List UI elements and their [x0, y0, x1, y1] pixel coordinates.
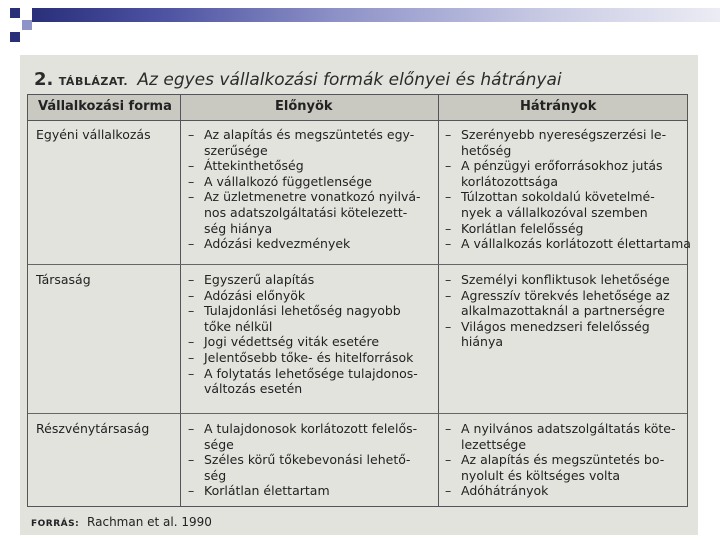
- disadvantage-line: [445, 158, 691, 174]
- line-text: A vállalkozó függetlensége: [204, 173, 372, 189]
- dash-bullet: –: [445, 236, 452, 252]
- dash-bullet: –: [445, 483, 452, 499]
- advantage-line: [188, 366, 418, 382]
- dash-bullet: –: [445, 287, 452, 303]
- disadvantage-line: [445, 221, 691, 237]
- disadvantage-line: [445, 437, 675, 453]
- line-text: Korlátlan felelősség: [461, 220, 584, 236]
- dash-bullet: [188, 468, 204, 484]
- line-text: korlátozottsága: [461, 173, 559, 189]
- line-text: ség: [204, 467, 227, 483]
- dash-bullet: [188, 143, 204, 159]
- column-divider-2: [438, 95, 439, 506]
- dash-bullet: –: [188, 483, 195, 499]
- line-text: Adózási előnyök: [204, 287, 306, 303]
- dash-bullet: [445, 437, 461, 453]
- line-text: nyek a vállalkozóval szemben: [461, 204, 648, 220]
- disadvantage-line: [445, 483, 675, 499]
- row-divider-1: [28, 264, 687, 265]
- line-text: Tulajdonlási lehetőség nagyobb: [204, 303, 401, 319]
- dash-bullet: –: [445, 189, 452, 205]
- dash-bullet: [188, 381, 204, 397]
- advantage-line: [188, 205, 421, 221]
- line-text: ség hiánya: [204, 220, 273, 236]
- disadvantage-line: [445, 143, 691, 159]
- advantage-line: [188, 483, 417, 499]
- decorative-square-1: [10, 8, 20, 18]
- advantage-line: [188, 221, 421, 237]
- disadvantage-line: [445, 421, 675, 437]
- line-text: Agresszív törekvés lehetősége az: [461, 287, 670, 303]
- line-text: szerűsége: [204, 142, 268, 158]
- header-form: Vállalkozási forma: [38, 99, 172, 114]
- advantage-line: [188, 319, 418, 335]
- dash-bullet: [445, 303, 461, 319]
- row-egyeni-disadvantages: [445, 127, 691, 252]
- line-text: alkalmazottaknál a partnerségre: [461, 303, 665, 319]
- line-text: Széles körű tőkebevonási lehető-: [204, 452, 411, 468]
- dash-bullet: –: [445, 220, 452, 236]
- header-advantages: Előnyök: [275, 99, 333, 114]
- dash-bullet: [445, 205, 461, 221]
- line-text: sége: [204, 436, 234, 452]
- line-text: tőke nélkül: [204, 318, 273, 334]
- advantage-line: [188, 350, 418, 366]
- column-divider-1: [180, 95, 181, 506]
- header-disadvantages: Hátrányok: [520, 99, 597, 114]
- disadvantage-line: [445, 205, 691, 221]
- line-text: Adózási kedvezmények: [204, 236, 351, 252]
- dash-bullet: –: [188, 287, 195, 303]
- line-text: Korlátlan élettartam: [204, 483, 330, 499]
- dash-bullet: [188, 205, 204, 221]
- advantage-line: [188, 143, 421, 159]
- dash-bullet: –: [445, 421, 452, 436]
- disadvantage-line: [445, 334, 670, 350]
- line-text: lezettsége: [461, 436, 527, 452]
- line-text: Jogi védettség viták esetére: [204, 334, 380, 350]
- disadvantage-line: [445, 272, 670, 288]
- disadvantage-line: [445, 303, 670, 319]
- dash-bullet: [445, 468, 461, 484]
- caption-number: 2.: [34, 69, 54, 90]
- line-text: Egyszerű alapítás: [204, 272, 315, 287]
- line-text: Az alapítás és megszüntetés egy-: [204, 127, 415, 142]
- dash-bullet: –: [188, 236, 195, 252]
- row-form-tarsasag: Társaság: [36, 272, 91, 287]
- advantage-line: [188, 158, 421, 174]
- line-text: Az alapítás és megszüntetés bo-: [461, 452, 665, 468]
- dash-bullet: –: [188, 452, 195, 468]
- dash-bullet: –: [445, 452, 452, 468]
- line-text: hiánya: [461, 334, 504, 350]
- advantage-line: [188, 421, 417, 437]
- dash-bullet: [188, 319, 204, 335]
- dash-bullet: –: [188, 349, 195, 365]
- advantage-line: [188, 236, 421, 252]
- caption-title: Az egyes vállalkozási formák előnyei és hátrányai: [137, 70, 562, 90]
- advantage-line: [188, 468, 417, 484]
- row-tarsasag-advantages: [188, 272, 418, 397]
- decorative-square-2: [22, 20, 32, 30]
- disadvantage-line: [445, 452, 675, 468]
- source-text: Rachman et al. 1990: [87, 515, 212, 529]
- row-form-egyeni: Egyéni vállalkozás: [36, 127, 151, 142]
- dash-bullet: –: [188, 334, 195, 350]
- line-text: A pénzügyi erőforrásokhoz jutás: [461, 158, 663, 174]
- line-text: Adóhátrányok: [461, 483, 549, 499]
- disadvantage-line: [445, 319, 670, 335]
- dash-bullet: –: [188, 173, 195, 189]
- dash-bullet: –: [445, 127, 452, 142]
- line-text: A vállalkozás korlátozott élettartama: [461, 236, 691, 252]
- table-caption: [34, 69, 562, 90]
- advantage-line: [188, 272, 418, 288]
- scanned-table-page: [20, 55, 698, 535]
- caption-label: TÁBLÁZAT.: [58, 75, 128, 88]
- advantage-line: [188, 127, 421, 143]
- line-text: Az üzletmenetre vonatkozó nyilvá-: [204, 189, 421, 205]
- dash-bullet: [188, 221, 204, 237]
- line-text: Szerényebb nyereségszerzési le-: [461, 127, 667, 142]
- line-text: Világos menedzseri felelősség: [461, 318, 650, 334]
- dash-bullet: –: [188, 189, 195, 205]
- table-header-row: [28, 95, 687, 121]
- disadvantage-line: [445, 288, 670, 304]
- row-reszvenytarsasag-disadvantages: [445, 421, 675, 499]
- line-text: A folytatás lehetősége tulajdonos-: [204, 365, 418, 381]
- advantage-line: [188, 452, 417, 468]
- dash-bullet: –: [188, 303, 195, 319]
- row-egyeni-advantages: [188, 127, 421, 252]
- disadvantage-line: [445, 127, 691, 143]
- advantage-line: [188, 189, 421, 205]
- advantage-line: [188, 381, 418, 397]
- advantage-line: [188, 334, 418, 350]
- line-text: A nyilvános adatszolgáltatás köte-: [461, 421, 676, 436]
- dash-bullet: –: [445, 158, 452, 174]
- table-source: [31, 515, 212, 529]
- line-text: Túlzottan sokoldalú követelmé-: [461, 189, 655, 205]
- dash-bullet: –: [188, 365, 195, 381]
- line-text: hetőség: [461, 142, 512, 158]
- advantage-line: [188, 174, 421, 190]
- advantage-line: [188, 303, 418, 319]
- disadvantage-line: [445, 236, 691, 252]
- dash-bullet: [445, 143, 461, 159]
- title-gradient-bar: [32, 8, 720, 22]
- row-tarsasag-disadvantages: [445, 272, 670, 350]
- disadvantage-line: [445, 468, 675, 484]
- line-text: Személyi konfliktusok lehetősége: [461, 272, 670, 287]
- row-reszvenytarsasag-advantages: [188, 421, 417, 499]
- dash-bullet: –: [188, 272, 195, 287]
- dash-bullet: –: [188, 158, 195, 174]
- line-text: nyolult és költséges volta: [461, 467, 621, 483]
- disadvantage-line: [445, 189, 691, 205]
- line-text: nos adatszolgáltatási kötelezett-: [204, 204, 408, 220]
- row-form-reszvenytarsasag: Részvénytársaság: [36, 421, 150, 436]
- advantage-line: [188, 288, 418, 304]
- dash-bullet: –: [188, 421, 195, 436]
- dash-bullet: –: [188, 127, 195, 142]
- advantage-line: [188, 437, 417, 453]
- line-text: Jelentősebb tőke- és hitelforrások: [204, 349, 414, 365]
- row-divider-2: [28, 413, 687, 414]
- disadvantage-line: [445, 174, 691, 190]
- decorative-square-3: [10, 32, 20, 42]
- line-text: változás esetén: [204, 381, 303, 397]
- comparison-table: [27, 94, 691, 507]
- dash-bullet: [445, 174, 461, 190]
- source-label: FORRÁS:: [31, 519, 80, 529]
- dash-bullet: –: [445, 272, 452, 287]
- dash-bullet: –: [445, 318, 452, 334]
- line-text: Áttekinthetőség: [204, 158, 304, 174]
- dash-bullet: [445, 334, 461, 350]
- dash-bullet: [188, 437, 204, 453]
- line-text: A tulajdonosok korlátozott felelős-: [204, 421, 418, 436]
